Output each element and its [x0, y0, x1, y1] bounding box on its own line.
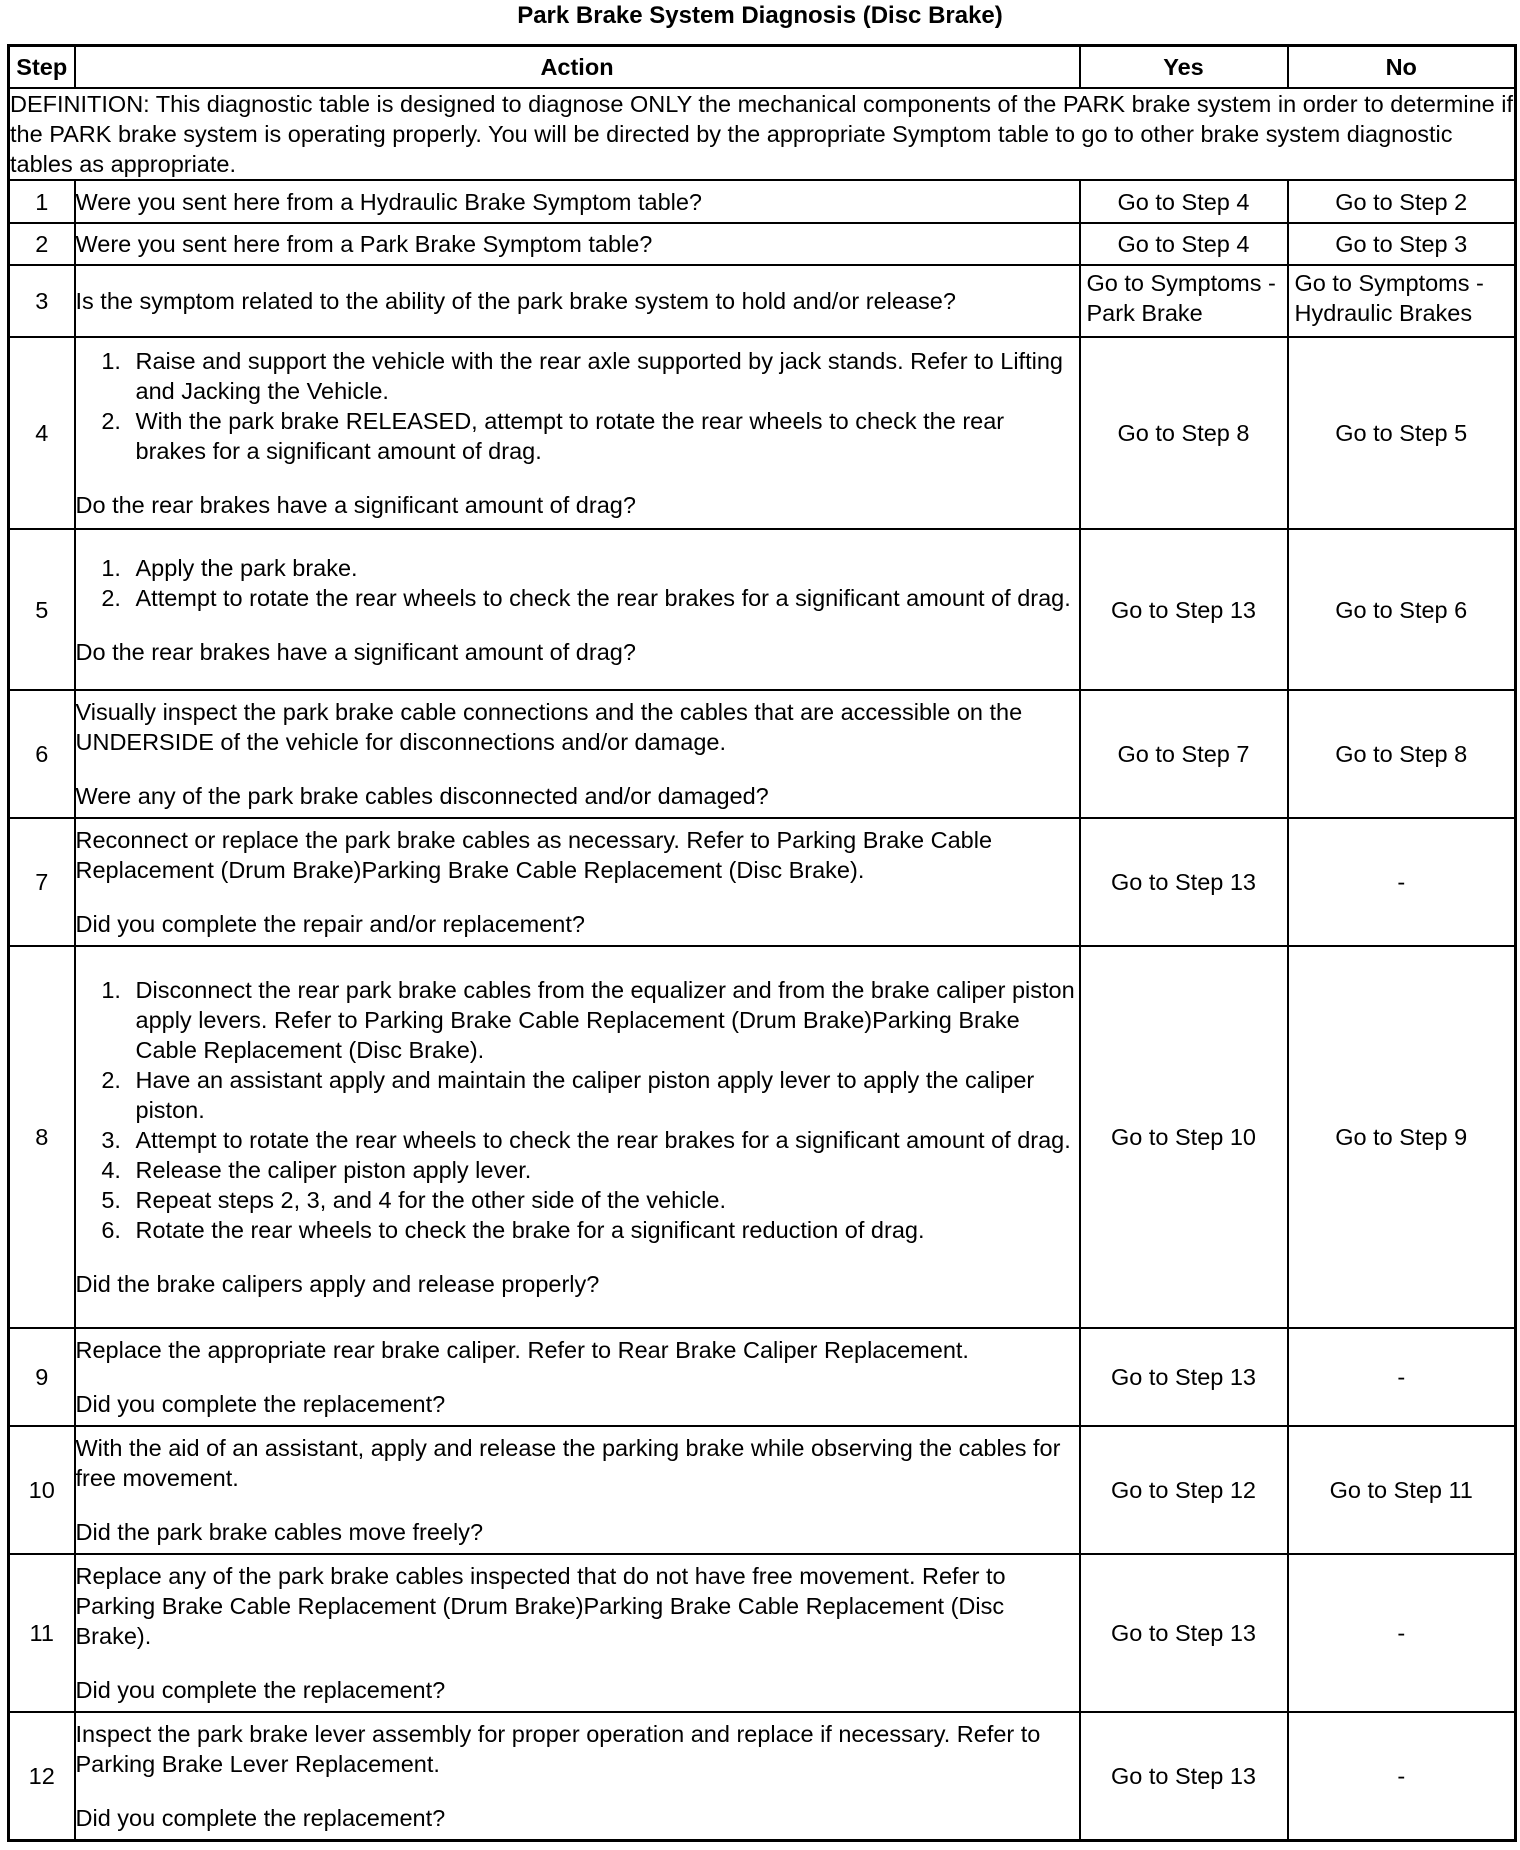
- action-instruction: Replace any of the park brake cables inspected that do not have free movement. Refer to Parking Brake Cable Replacement (Drum Brake)Parking Brake Cable Replacement (Disc Brake).: [75, 1563, 1006, 1649]
- no-cell: -: [1288, 1554, 1516, 1712]
- no-cell: Go to Step 8: [1288, 690, 1516, 818]
- action-cell: [75, 1554, 1080, 1712]
- action-question: Did you complete the replacement?: [75, 1804, 446, 1831]
- step-number: 3: [9, 265, 75, 337]
- header-step: Step: [9, 46, 75, 89]
- table-row: [9, 337, 1516, 529]
- action-step-item: 1. Disconnect the rear park brake cables from the equalizer and from the brake caliper piston apply levers. Refer to Parking Brake Cable Replacement (Drum Brake)Parking Brake Cable Replacement (Disc Brake).: [128, 975, 1079, 1065]
- action-instruction: Inspect the park brake lever assembly for proper operation and replace if necessary. Refer to Parking Brake Lever Replacement.: [75, 1720, 1041, 1777]
- action-question: Do the rear brakes have a significant amount of drag?: [75, 638, 636, 665]
- no-cell: Go to Step 9: [1288, 946, 1516, 1328]
- action-instruction: Replace the appropriate rear brake caliper. Refer to Rear Brake Caliper Replacement.: [75, 1337, 969, 1363]
- action-cell: [75, 337, 1080, 529]
- action-question: Is the symptom related to the ability of the park brake system to hold and/or release?: [75, 288, 956, 314]
- action-cell: [75, 946, 1080, 1328]
- no-cell: Go to Step 2: [1288, 180, 1516, 223]
- action-steps-list: [76, 346, 1079, 466]
- yes-cell: Go to Step 13: [1080, 1712, 1288, 1840]
- page-title: Park Brake System Diagnosis (Disc Brake): [517, 2, 1003, 29]
- action-step-item: 6. Rotate the rear wheels to check the brake for a significant reduction of drag.: [128, 1215, 1079, 1245]
- step-number: 1: [9, 180, 75, 223]
- yes-cell: Go to Step 8: [1080, 337, 1288, 529]
- yes-cell: Go to Step 10: [1080, 946, 1288, 1328]
- action-steps-list: [76, 553, 1079, 613]
- action-step-item: 4. Release the caliper piston apply lever.: [128, 1155, 1079, 1185]
- action-step-item: 2. Attempt to rotate the rear wheels to check the rear brakes for a significant amount of drag.: [128, 583, 1079, 613]
- step-number: 7: [9, 818, 75, 946]
- definition-row: [9, 88, 1516, 180]
- action-cell: [75, 529, 1080, 690]
- no-cell: Go to Step 5: [1288, 337, 1516, 529]
- action-cell: [75, 1712, 1080, 1840]
- table-row: [9, 1712, 1516, 1840]
- action-instruction: With the aid of an assistant, apply and release the parking brake while observing the cables for free movement.: [75, 1435, 1061, 1491]
- action-question: Do the rear brakes have a significant amount of drag?: [75, 492, 636, 518]
- action-steps-list: [76, 975, 1079, 1245]
- action-cell: [75, 180, 1080, 223]
- table-row: [9, 1554, 1516, 1712]
- table-row: [9, 180, 1516, 223]
- table-row: [9, 1328, 1516, 1426]
- action-cell: [75, 1426, 1080, 1554]
- no-cell: Go to Step 6: [1288, 529, 1516, 690]
- action-question: Did you complete the replacement?: [75, 1677, 446, 1703]
- step-number: 2: [9, 223, 75, 265]
- no-cell: Go to Symptoms - Hydraulic Brakes: [1288, 265, 1516, 337]
- action-question: Were any of the park brake cables disconnected and/or damaged?: [75, 783, 769, 809]
- step-number: 8: [9, 946, 75, 1328]
- no-cell: Go to Step 11: [1288, 1426, 1516, 1554]
- yes-cell: Go to Step 13: [1080, 818, 1288, 946]
- action-instruction: Visually inspect the park brake cable connections and the cables that are accessible on the UNDERSIDE of the vehicle for disconnections and/or damage.: [75, 699, 1023, 755]
- step-number: 5: [9, 529, 75, 690]
- yes-cell: Go to Step 13: [1080, 1328, 1288, 1426]
- step-number: 9: [9, 1328, 75, 1426]
- action-instruction: Reconnect or replace the park brake cables as necessary. Refer to Parking Brake Cable Replacement (Drum Brake)Parking Brake Cable Replacement (Disc Brake).: [75, 827, 993, 883]
- table-row: [9, 265, 1516, 337]
- table-row: [9, 1426, 1516, 1554]
- yes-cell: Go to Step 4: [1080, 223, 1288, 265]
- action-cell: [75, 818, 1080, 946]
- action-step-item: 5. Repeat steps 2, 3, and 4 for the other side of the vehicle.: [128, 1185, 1079, 1215]
- action-question: Did the brake calipers apply and release properly?: [75, 1271, 600, 1297]
- yes-cell: Go to Step 13: [1080, 1554, 1288, 1712]
- yes-cell: Go to Step 12: [1080, 1426, 1288, 1554]
- no-cell: -: [1288, 818, 1516, 946]
- action-question: Were you sent here from a Hydraulic Brake Symptom table?: [75, 188, 703, 215]
- action-question: Did you complete the replacement?: [75, 1391, 446, 1417]
- header-action: Action: [75, 46, 1080, 89]
- table-row: [9, 223, 1516, 265]
- header-no: No: [1288, 46, 1516, 89]
- step-number: 6: [9, 690, 75, 818]
- header-row: [9, 46, 1516, 89]
- header-yes: Yes: [1080, 46, 1288, 89]
- action-cell: [75, 1328, 1080, 1426]
- no-cell: -: [1288, 1712, 1516, 1840]
- action-question: Did the park brake cables move freely?: [75, 1519, 484, 1545]
- action-step-item: 2. With the park brake RELEASED, attempt to rotate the rear wheels to check the rear brakes for a significant amount of drag.: [128, 406, 1079, 466]
- step-number: 10: [9, 1426, 75, 1554]
- yes-cell: Go to Symptoms - Park Brake: [1080, 265, 1288, 337]
- no-cell: Go to Step 3: [1288, 223, 1516, 265]
- step-number: 12: [9, 1712, 75, 1840]
- action-question: Did you complete the repair and/or replacement?: [75, 911, 585, 937]
- step-number: 4: [9, 337, 75, 529]
- action-question: Were you sent here from a Park Brake Symptom table?: [75, 231, 653, 257]
- table-row: [9, 946, 1516, 1328]
- action-step-item: 2. Have an assistant apply and maintain the caliper piston apply lever to apply the caliper piston.: [128, 1065, 1079, 1125]
- diagnosis-table: [7, 44, 1517, 1842]
- step-number: 11: [9, 1554, 75, 1712]
- table-row: [9, 690, 1516, 818]
- action-step-item: 1. Apply the park brake.: [128, 553, 1079, 583]
- table-row: [9, 529, 1516, 690]
- yes-cell: Go to Step 13: [1080, 529, 1288, 690]
- action-cell: [75, 265, 1080, 337]
- no-cell: -: [1288, 1328, 1516, 1426]
- action-cell: [75, 690, 1080, 818]
- yes-cell: Go to Step 7: [1080, 690, 1288, 818]
- definition-text: DEFINITION: This diagnostic table is designed to diagnose ONLY the mechanical components of the PARK brake system in order to determine if the PARK brake system is operating properly. You will be directed by the appropriate Symptom table to go to other brake system diagnostic tables as appropriate.: [9, 88, 1516, 180]
- table-row: [9, 818, 1516, 946]
- action-step-item: 1. Raise and support the vehicle with the rear axle supported by jack stands. Refer to Lifting and Jacking the Vehicle.: [128, 346, 1079, 406]
- action-step-item: 3. Attempt to rotate the rear wheels to check the rear brakes for a significant amount of drag.: [128, 1125, 1079, 1155]
- yes-cell: Go to Step 4: [1080, 180, 1288, 223]
- action-cell: [75, 223, 1080, 265]
